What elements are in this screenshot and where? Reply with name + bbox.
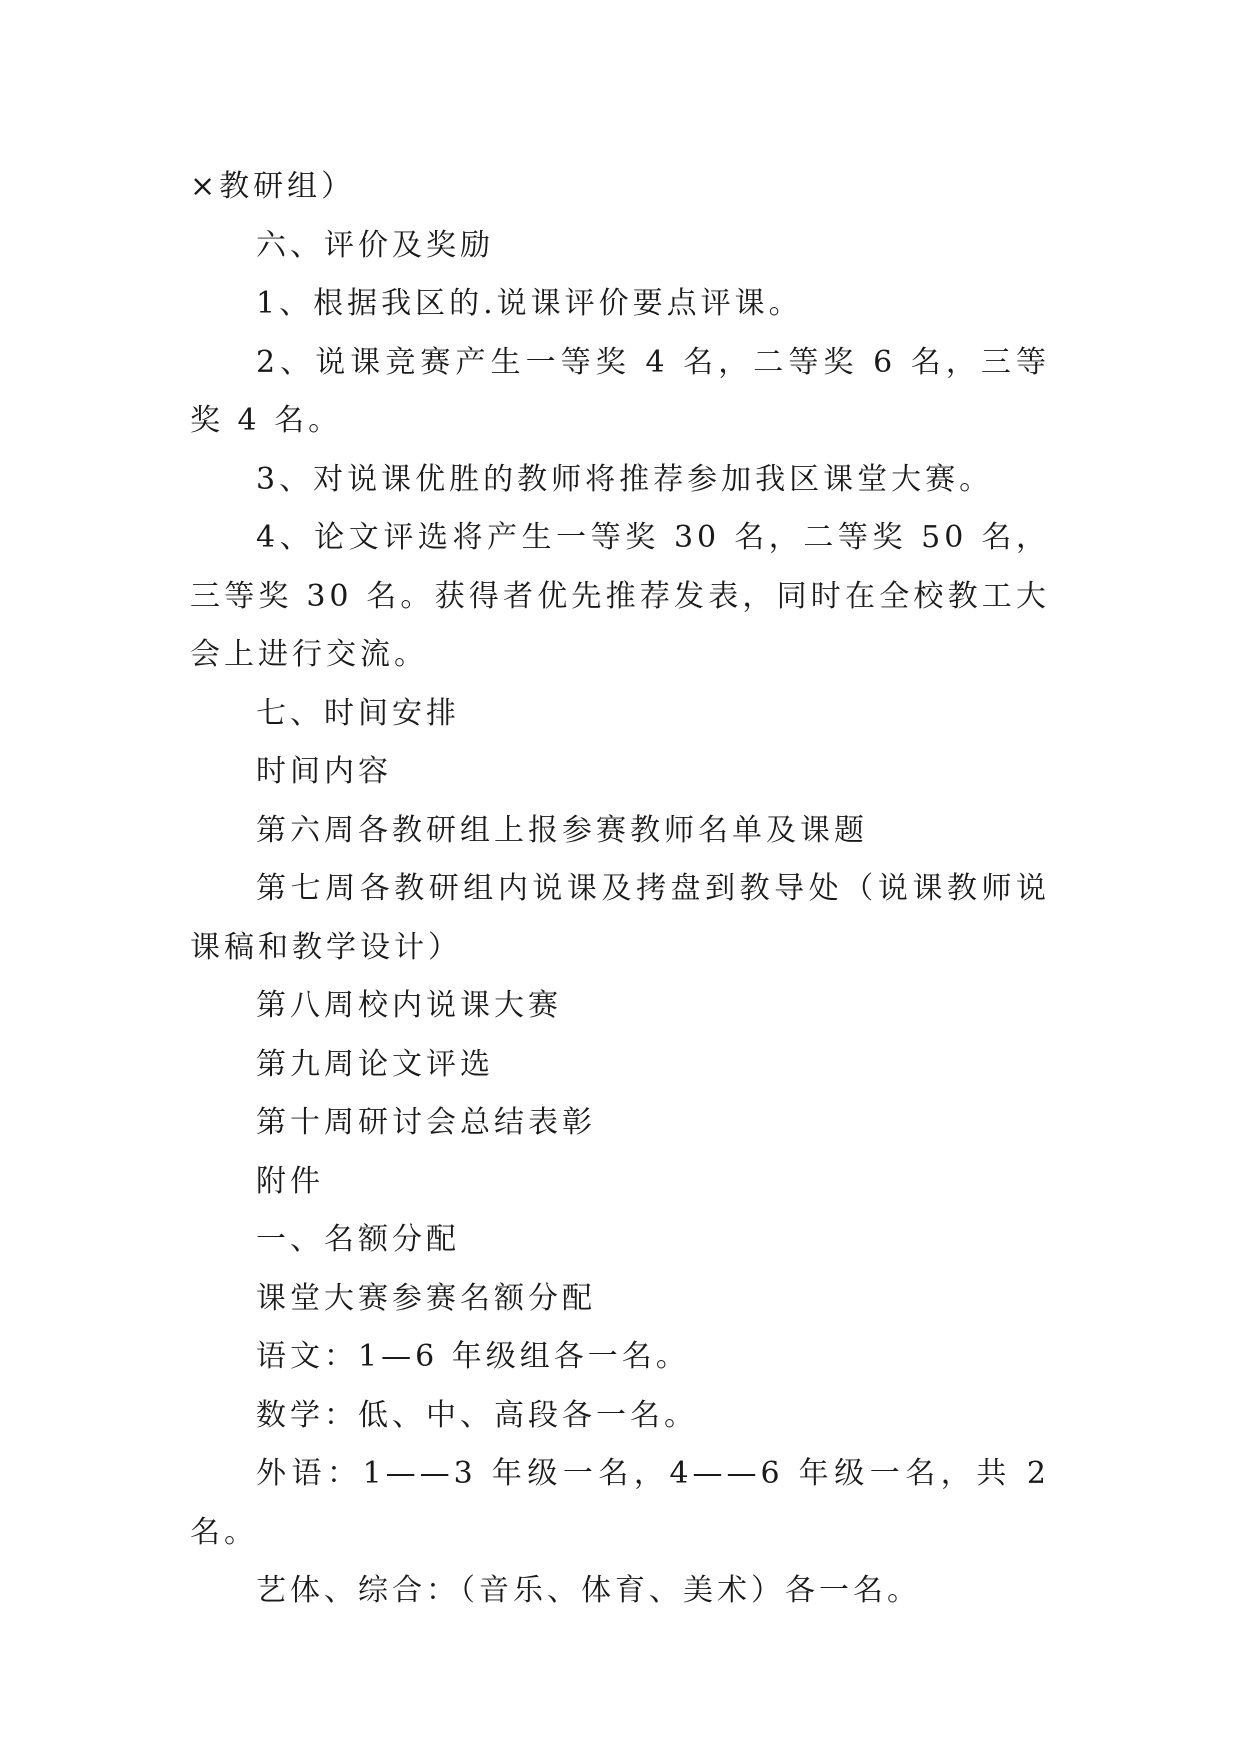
quota-subheading: 课堂大赛参赛名额分配 (256, 1280, 596, 1316)
quota-math: 数学：低、中、高段各一名。 (256, 1397, 698, 1433)
schedule-week-7: 第七周各教研组内说课及拷盘到教导处（说课教师说课稿和教学设计） (190, 871, 1050, 965)
section-heading-quota: 一、名额分配 (256, 1222, 460, 1257)
quota-chinese: 语文：1—6 年级组各一名。 (256, 1339, 690, 1374)
schedule-week-9: 第九周论文评选 (256, 1046, 494, 1082)
paragraph-item-4: 4、论文评选将产生一等奖 30 名，二等奖 50 名，三等奖 30 名。获得者优先推荐发表，同时在全校教工大会上进行交流。 (190, 520, 1050, 672)
schedule-week-10: 第十周研讨会总结表彰 (256, 1105, 596, 1140)
paragraph-item-2: 2、说课竞赛产生一等奖 4 名，二等奖 6 名，三等奖 4 名。 (190, 344, 1050, 438)
section-heading-schedule: 七、时间安排 (256, 695, 460, 731)
document-body (190, 158, 1050, 1621)
schedule-week-6: 第六周各教研组上报参赛教师名单及课题 (256, 812, 868, 848)
schedule-header: 时间内容 (256, 754, 392, 789)
schedule-week-8: 第八周校内说课大赛 (256, 988, 562, 1023)
quota-foreign-language: 外语：1——3 年级一名，4——6 年级一名，共 2 名。 (190, 1456, 1050, 1550)
quota-arts-sports: 艺体、综合：（音乐、体育、美术）各一名。 (256, 1573, 921, 1608)
paragraph-item-1: 1、根据我区的.说课评价要点评课。 (256, 286, 803, 321)
paragraph-continued-group: ×教研组） (190, 169, 356, 204)
section-heading-evaluation: 六、评价及奖励 (256, 227, 494, 263)
appendix-heading: 附件 (256, 1163, 324, 1199)
paragraph-item-3: 3、对说课优胜的教师将推荐参加我区课堂大赛。 (256, 461, 994, 497)
